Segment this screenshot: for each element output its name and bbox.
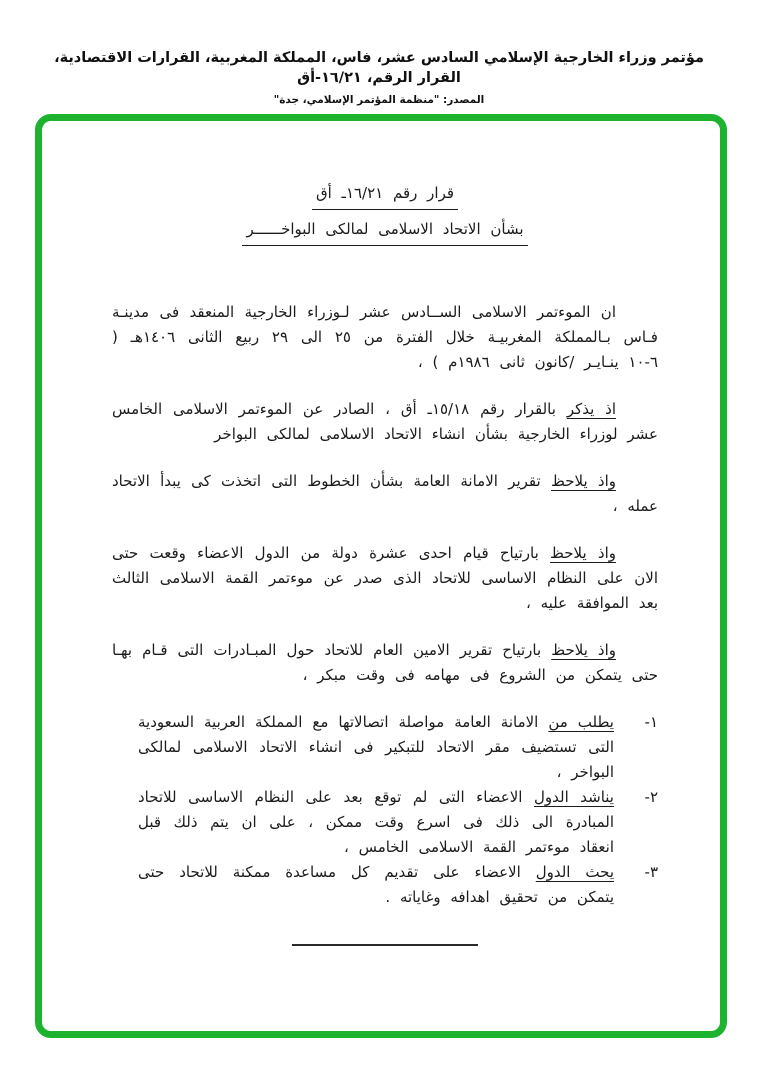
- operative-items-list: [112, 710, 658, 910]
- item-number: ١-: [644, 713, 658, 731]
- paragraph-text: ان الموءتمر الاسلامى الســادس عشر لـوزراء الخارجية المنعقد فى مدينـة فـاس بـالمملكة المغربيـة خلال الفترة من ٢٥ الى ٢٩ ربيع الثانى ١٤٠٦هـ ( ٦-١٠ ينـايـر /كانون ثانى ١٩٨٦م ) ،: [112, 303, 658, 371]
- item-text-block: [112, 860, 614, 910]
- item-number: ٢-: [644, 788, 658, 806]
- paragraph-text: تقرير الامانة العامة بشأن الخطوط التى اتخذت كى يبدأ الاتحاد عمله ،: [112, 472, 658, 515]
- citation-line: مؤتمر وزراء الخارجية الإسلامي السادس عشر، فاس، المملكة المغربية، القرارات الاقتصادية، القرار الرقم، ١٦/٢١-أق: [54, 50, 704, 86]
- resolution-number-title: قرار رقم ١٦/٢١ـ أق: [312, 181, 458, 210]
- resolution-subject-title: بشأن الاتحاد الاسلامى لمالكى البواخــــــر: [242, 217, 527, 246]
- noting-paragraph-2: [112, 541, 658, 616]
- item-text: الاعضاء على تقديم كل مساعدة ممكنة للاتحاد حتى يتمكن من تحقيق اهدافه وغاياته .: [138, 863, 614, 906]
- document-frame: [35, 114, 727, 1038]
- end-separator-line: [292, 944, 478, 946]
- item-text-block: [112, 710, 614, 785]
- paragraph-lead: واذ يلاحظ: [550, 472, 616, 490]
- item-lead: يحث الدول: [535, 863, 614, 881]
- list-item: [112, 785, 658, 860]
- paragraph-text: بارتياح قيام احدى عشرة دولة من الدول الاعضاء وقعت حتى الان على النظام الاساسى للاتحاد الذى صدر عن موءتمر القمة الاسلامى الثالث بعد الموافقة عليه ،: [112, 544, 658, 612]
- noting-paragraph-1: [112, 469, 658, 519]
- item-lead: يناشد الدول: [534, 788, 614, 806]
- preamble-paragraph: [112, 300, 658, 375]
- citation-header: [0, 0, 758, 108]
- item-number: ٣-: [644, 863, 658, 881]
- list-item: [112, 710, 658, 785]
- paragraph-text: بالقرار رقم ١٥/١٨ـ أق ، الصادر عن الموءتمر الاسلامى الخامس عشر لوزراء الخارجية بشأن انشاء الاتحاد الاسلامى لمالكى البواخر: [112, 400, 658, 443]
- document-body: [42, 121, 720, 1031]
- paragraph-lead: واذ يلاحظ: [551, 641, 616, 659]
- recalling-paragraph: [112, 397, 658, 447]
- resolution-title-block: [112, 181, 658, 246]
- item-text-block: [112, 785, 614, 860]
- noting-paragraph-3: [112, 638, 658, 688]
- paragraph-lead: اذ يذكر: [566, 400, 616, 418]
- paragraph-text: بارتياح تقرير الامين العام للاتحاد حول المبـادرات التى قـام بهـا حتى يتمكن من الشروع فى مهامه فى وقت مبكر ،: [112, 641, 658, 684]
- source-line: المصدر: "منظمة المؤتمر الإسلامي، جدة": [273, 94, 485, 106]
- item-text: الامانة العامة مواصلة اتصالاتها مع المملكة العربية السعودية التى تستضيف مقر الاتحاد للتبكير فى انشاء الاتحاد الاسلامى لمالكى البواخر ،: [138, 713, 614, 781]
- list-item: [112, 860, 658, 910]
- paragraph-lead: واذ يلاحظ: [550, 544, 616, 562]
- item-lead: يطلب من: [548, 713, 614, 731]
- item-text: الاعضاء التى لم توقع بعد على النظام الاساسى للاتحاد المبادرة الى ذلك فى اسرع وقت ممكن ، على ان يتم ذلك قبل انعقاد موءتمر القمة الاسلامى الخامس ،: [138, 788, 614, 856]
